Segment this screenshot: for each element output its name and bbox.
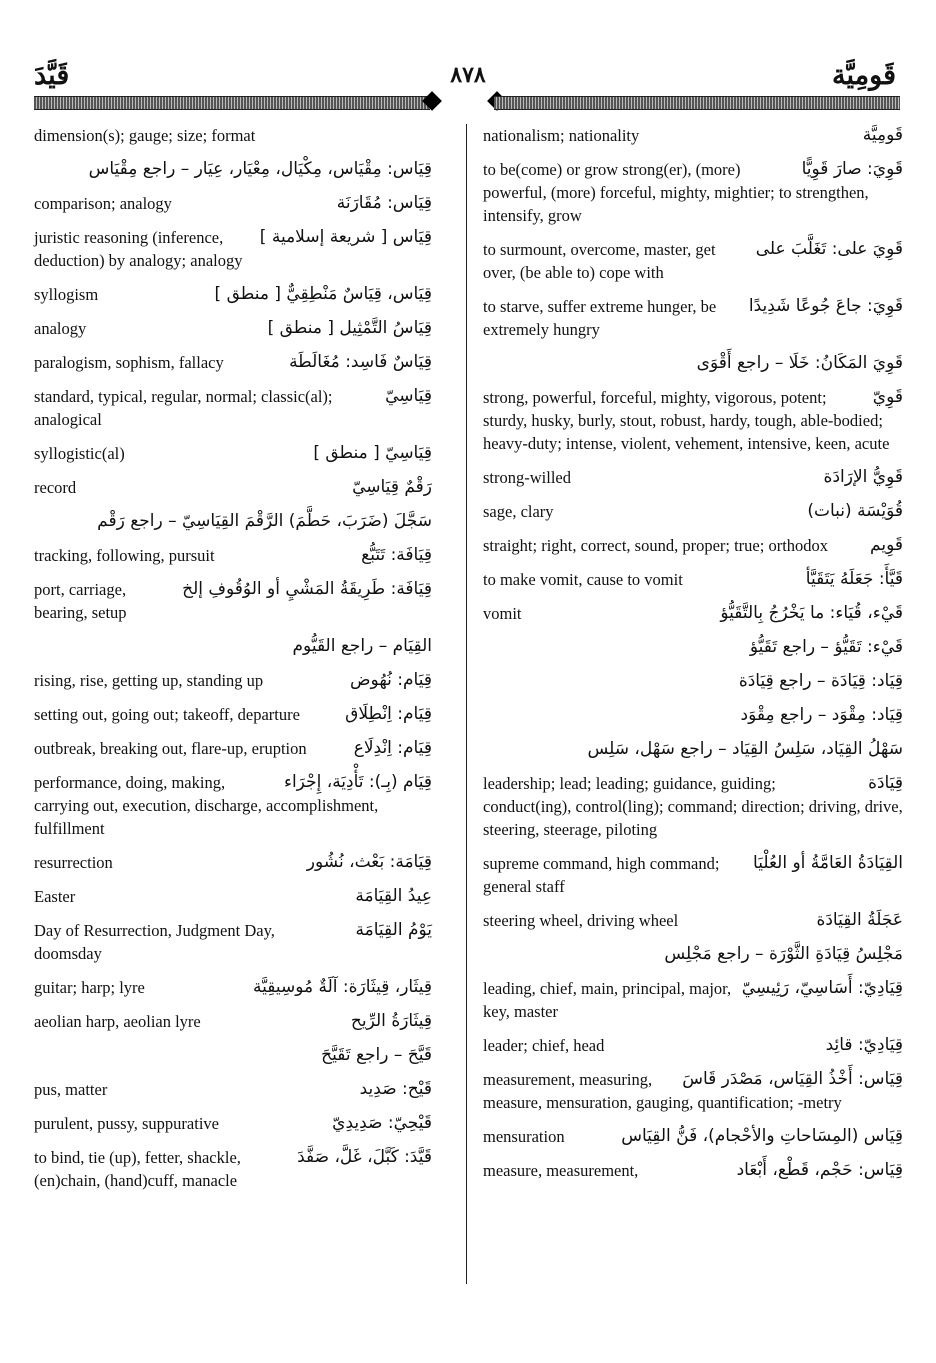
english-definition: port, carriage, bearing, setup — [34, 580, 127, 622]
english-definition: measurement, measuring, measure, mensuration, gauging, quantification; -metry — [483, 1070, 842, 1112]
arabic-headword: قِيَاسٌ فَاسِد: مُغَالَطَة — [289, 352, 432, 372]
arabic-headword: قِيَاسُ التَّمْثِيل [ منطق ] — [267, 318, 432, 338]
english-definition: nationalism; nationality — [483, 126, 640, 145]
arabic-headword: عِيدُ القِيَامَة — [355, 886, 432, 906]
page-number: ٨٧٨ — [450, 62, 486, 88]
arabic-headword: القِيَام – راجع القَيُّوم — [292, 636, 432, 656]
dictionary-entry — [483, 602, 903, 625]
english-definition: tracking, following, pursuit — [34, 546, 215, 565]
dictionary-entry — [483, 466, 903, 489]
english-definition: pus, matter — [34, 1080, 108, 1099]
english-definition: standard, typical, regular, normal; classic(al); analogical — [34, 387, 333, 429]
arabic-headword: قِيَاس: مِقْيَاس، مِكْيَال، مِعْيَار، عِيَار – راجع مِقْيَاس — [88, 159, 432, 179]
arabic-headword: مَجْلِسُ قِيَادَةِ الثَّوْرَة – راجع مَجْلِس — [664, 944, 903, 964]
dictionary-entry — [34, 578, 432, 624]
english-definition: outbreak, breaking out, flare-up, eruption — [34, 739, 307, 758]
dictionary-entry — [34, 351, 432, 374]
dictionary-entry — [34, 124, 432, 147]
arabic-headword: قِيَام: اِنْطِلَاق — [345, 704, 432, 724]
dictionary-entry — [483, 909, 903, 932]
english-definition: leading, chief, main, principal, major, key, master — [483, 979, 732, 1021]
arabic-headword: سَهْلُ القِيَاد، سَلِسُ القِيَاد – راجع سَهْل، سَلِس — [587, 739, 903, 759]
arabic-headword: قَوِيُّ الإرَادَة — [823, 467, 903, 487]
dictionary-entry — [483, 852, 903, 898]
dictionary-entry — [483, 943, 903, 966]
arabic-headword: قَيْء، قُيَاء: ما يَخْرُجُ بِالتَّقَيُّؤ — [720, 603, 903, 623]
dictionary-entry — [483, 534, 903, 557]
english-definition: to starve, suffer extreme hunger, be extremely hungry — [483, 297, 717, 339]
arabic-headword: القِيَادَةُ العَامَّةُ أو العُلْيَا — [753, 853, 903, 873]
dictionary-entry — [483, 738, 903, 761]
dictionary-entry — [34, 158, 432, 181]
arabic-headword: قِيَامَة: بَعْث، نُشُور — [306, 852, 432, 872]
english-definition: sage, clary — [483, 502, 554, 521]
header-guide-word-right: قَومِيَّة — [832, 60, 896, 91]
arabic-headword: قِيَام (بِـ): تَأْدِيَة، إِجْرَاء — [283, 772, 432, 792]
dictionary-entry — [34, 771, 432, 840]
arabic-headword: قِيَاس، قِيَاسٌ مَنْطِقِيٌّ [ منطق ] — [214, 284, 432, 304]
english-definition: rising, rise, getting up, standing up — [34, 671, 264, 690]
left-column — [34, 124, 432, 1203]
dictionary-entry — [34, 851, 432, 874]
english-definition: syllogism — [34, 285, 99, 304]
english-definition: record — [34, 478, 77, 497]
dictionary-entry — [483, 1125, 903, 1148]
english-definition: to make vomit, cause to vomit — [483, 570, 683, 589]
dictionary-entry — [483, 124, 903, 147]
arabic-headword: قَيَّدَ: كَبَّلَ، غَلَّ، صَفَّدَ — [297, 1147, 432, 1167]
arabic-headword: قِيَادِيّ: قائِد — [825, 1035, 903, 1055]
arabic-headword: قِيَاس: أَخْذُ القِيَاس، مَصْدَر قَاسَ — [682, 1069, 903, 1089]
dictionary-entry — [34, 919, 432, 965]
dictionary-entry — [34, 885, 432, 908]
english-definition: performance, doing, making, carrying out, execution, discharge, accomplishment, fulfillment — [34, 773, 379, 838]
arabic-headword: قَيَّحَ – راجع تَقَيَّحَ — [321, 1045, 432, 1065]
arabic-headword: قِيَاسِيّ — [385, 386, 432, 406]
column-divider — [466, 124, 467, 1284]
arabic-headword: قَيْح: صَدِيد — [359, 1079, 432, 1099]
arabic-headword: قَومِيَّة — [862, 125, 903, 145]
dictionary-entry — [34, 669, 432, 692]
dictionary-entry — [483, 1034, 903, 1057]
dictionary-entry — [34, 1010, 432, 1033]
dictionary-entry — [34, 476, 432, 499]
dictionary-entry — [34, 1112, 432, 1135]
english-definition: steering wheel, driving wheel — [483, 911, 679, 930]
dictionary-entry — [34, 317, 432, 340]
english-definition: setting out, going out; takeoff, departure — [34, 705, 300, 724]
dictionary-entry — [34, 1078, 432, 1101]
english-definition: straight; right, correct, sound, proper; true; orthodox — [483, 536, 829, 555]
arabic-headword: قَوِيَ المَكَانُ: خَلَا – راجع أَقْوَى — [696, 353, 903, 373]
english-definition: to be(come) or grow strong(er), (more) powerful, (more) forceful, mighty, mightier; to strengthen, intensify, grow — [483, 160, 869, 225]
header-guide-word-left: قَيَّدَ — [34, 60, 70, 91]
english-definition: juristic reasoning (inference, deduction) by analogy; analogy — [34, 228, 243, 270]
arabic-headword: قَوِيَ على: تَغَلَّبَ على — [755, 239, 903, 259]
dictionary-entry — [483, 670, 903, 693]
arabic-headword: قِيثَارَةُ الرِّيح — [350, 1011, 432, 1031]
dictionary-entry — [34, 510, 432, 533]
english-definition: vomit — [483, 604, 522, 623]
right-column — [483, 124, 903, 1193]
arabic-headword: قِيَاد: مِقْوَد – راجع مِقْوَد — [740, 705, 903, 725]
english-definition: to surmount, overcome, master, get over, (be able to) cope with — [483, 240, 716, 282]
arabic-headword: قِيثَار، قِيثَارَة: آلَةٌ مُوسِيقِيَّة — [252, 977, 432, 997]
english-definition: leader; chief, head — [483, 1036, 605, 1055]
english-definition: strong-willed — [483, 468, 571, 487]
english-definition: supreme command, high command; general staff — [483, 854, 720, 896]
dictionary-entry — [34, 442, 432, 465]
english-definition: resurrection — [34, 853, 113, 872]
arabic-headword: قَوِيّ — [872, 387, 903, 407]
english-definition: paralogism, sophism, fallacy — [34, 353, 224, 372]
arabic-headword: قِيَاس: حَجْم، قَطْع، أَبْعَاد — [736, 1160, 903, 1180]
english-definition: guitar; harp; lyre — [34, 978, 145, 997]
arabic-headword: قُوَيْسَة (نبات) — [807, 501, 903, 521]
dictionary-entry — [483, 977, 903, 1023]
arabic-headword: قَوِيم — [870, 535, 903, 555]
arabic-headword: قَيَّأَ: جَعَلَهُ يَتَقَيَّأ — [805, 569, 903, 589]
arabic-headword: قِيَافَة: طَرِيقَةُ المَشْيِ أو الوُقُوفِ إلخ — [182, 579, 432, 599]
arabic-headword: قِيَادِيّ: أَسَاسِيّ، رَئِيسِيّ — [741, 978, 903, 998]
arabic-headword: عَجَلَةُ القِيَادَة — [816, 910, 903, 930]
english-definition: aeolian harp, aeolian lyre — [34, 1012, 201, 1031]
english-definition: comparison; analogy — [34, 194, 172, 213]
arabic-headword: قِيَاس: مُقَارَنَة — [336, 193, 432, 213]
english-definition: analogy — [34, 319, 87, 338]
arabic-headword: قِيَادَة — [868, 773, 903, 793]
dictionary-entry — [483, 1068, 903, 1114]
english-definition: mensuration — [483, 1127, 565, 1146]
dictionary-entry — [483, 158, 903, 227]
arabic-headword: قَيْء: تَقَيُّؤ – راجع تَقَيُّؤ — [749, 637, 903, 657]
arabic-headword: قِيَاسِيّ [ منطق ] — [313, 443, 432, 463]
dictionary-entry — [34, 737, 432, 760]
dictionary-entry — [34, 1044, 432, 1067]
dictionary-entry — [483, 704, 903, 727]
dictionary-entry — [483, 568, 903, 591]
arabic-headword: سَجَّلَ (ضَرَبَ، حَطَّمَ) الرَّقْمَ القِيَاسِيّ – راجع رَقْم — [97, 511, 432, 531]
english-definition: Easter — [34, 887, 76, 906]
english-definition: to bind, tie (up), fetter, shackle, (en)chain, (hand)cuff, manacle — [34, 1148, 241, 1190]
arabic-headword: قِيَام: اِنْدِلَاع — [353, 738, 432, 758]
dictionary-entry — [34, 283, 432, 306]
english-definition: Day of Resurrection, Judgment Day, doomsday — [34, 921, 275, 963]
english-definition: leadership; lead; leading; guidance, guiding; conduct(ing), control(ling); command; direction; driving, drive, steering, steerage, piloting — [483, 774, 903, 839]
arabic-headword: قِيَاس [ شريعة إسلامية ] — [259, 227, 432, 247]
header-rule-left — [34, 96, 430, 110]
dictionary-entry — [483, 772, 903, 841]
dictionary-entry — [34, 635, 432, 658]
header-rule-right — [494, 96, 900, 110]
dictionary-entry — [483, 386, 903, 455]
english-definition: measure, measurement, — [483, 1161, 639, 1180]
dictionary-entry — [483, 500, 903, 523]
arabic-headword: قَوِيَ: جاعَ جُوعًا شَدِيدًا — [748, 296, 903, 316]
dictionary-entry — [483, 352, 903, 375]
arabic-headword: رَقْمٌ قِيَاسِيّ — [352, 477, 432, 497]
dictionary-entry — [34, 192, 432, 215]
dictionary-entry — [34, 1146, 432, 1192]
dictionary-entry — [483, 238, 903, 284]
dictionary-entry — [34, 976, 432, 999]
arabic-headword: قِيَافَة: تَتَبُّع — [361, 545, 432, 565]
english-definition: strong, powerful, forceful, mighty, vigorous, potent; sturdy, husky, burly, stout, robust, hardy, tough, able-bodied; heavy-duty; intense, violent, vehement, intensive, keen, acute — [483, 388, 890, 453]
arabic-headword: قِيَاس (المِسَاحاتِ والأحْجام)، فَنُّ القِيَاس — [621, 1126, 903, 1146]
dictionary-entry — [483, 636, 903, 659]
english-definition: syllogistic(al) — [34, 444, 125, 463]
dictionary-entry — [34, 385, 432, 431]
dictionary-entry — [483, 1159, 903, 1182]
dictionary-entry — [34, 226, 432, 272]
arabic-headword: يَوْمُ القِيَامَة — [355, 920, 432, 940]
arabic-headword: قَوِيَ: صارَ قَوِيًّا — [801, 159, 903, 179]
arabic-headword: قَيْحِيّ: صَدِيدِيّ — [332, 1113, 432, 1133]
english-definition: purulent, pussy, suppurative — [34, 1114, 219, 1133]
arabic-headword: قِيَام: نُهُوض — [350, 670, 432, 690]
arabic-headword: قِيَاد: قِيَادَة – راجع قِيَادَة — [738, 671, 903, 691]
english-definition: dimension(s); gauge; size; format — [34, 126, 256, 145]
dictionary-entry — [483, 295, 903, 341]
dictionary-entry — [34, 703, 432, 726]
dictionary-entry — [34, 544, 432, 567]
